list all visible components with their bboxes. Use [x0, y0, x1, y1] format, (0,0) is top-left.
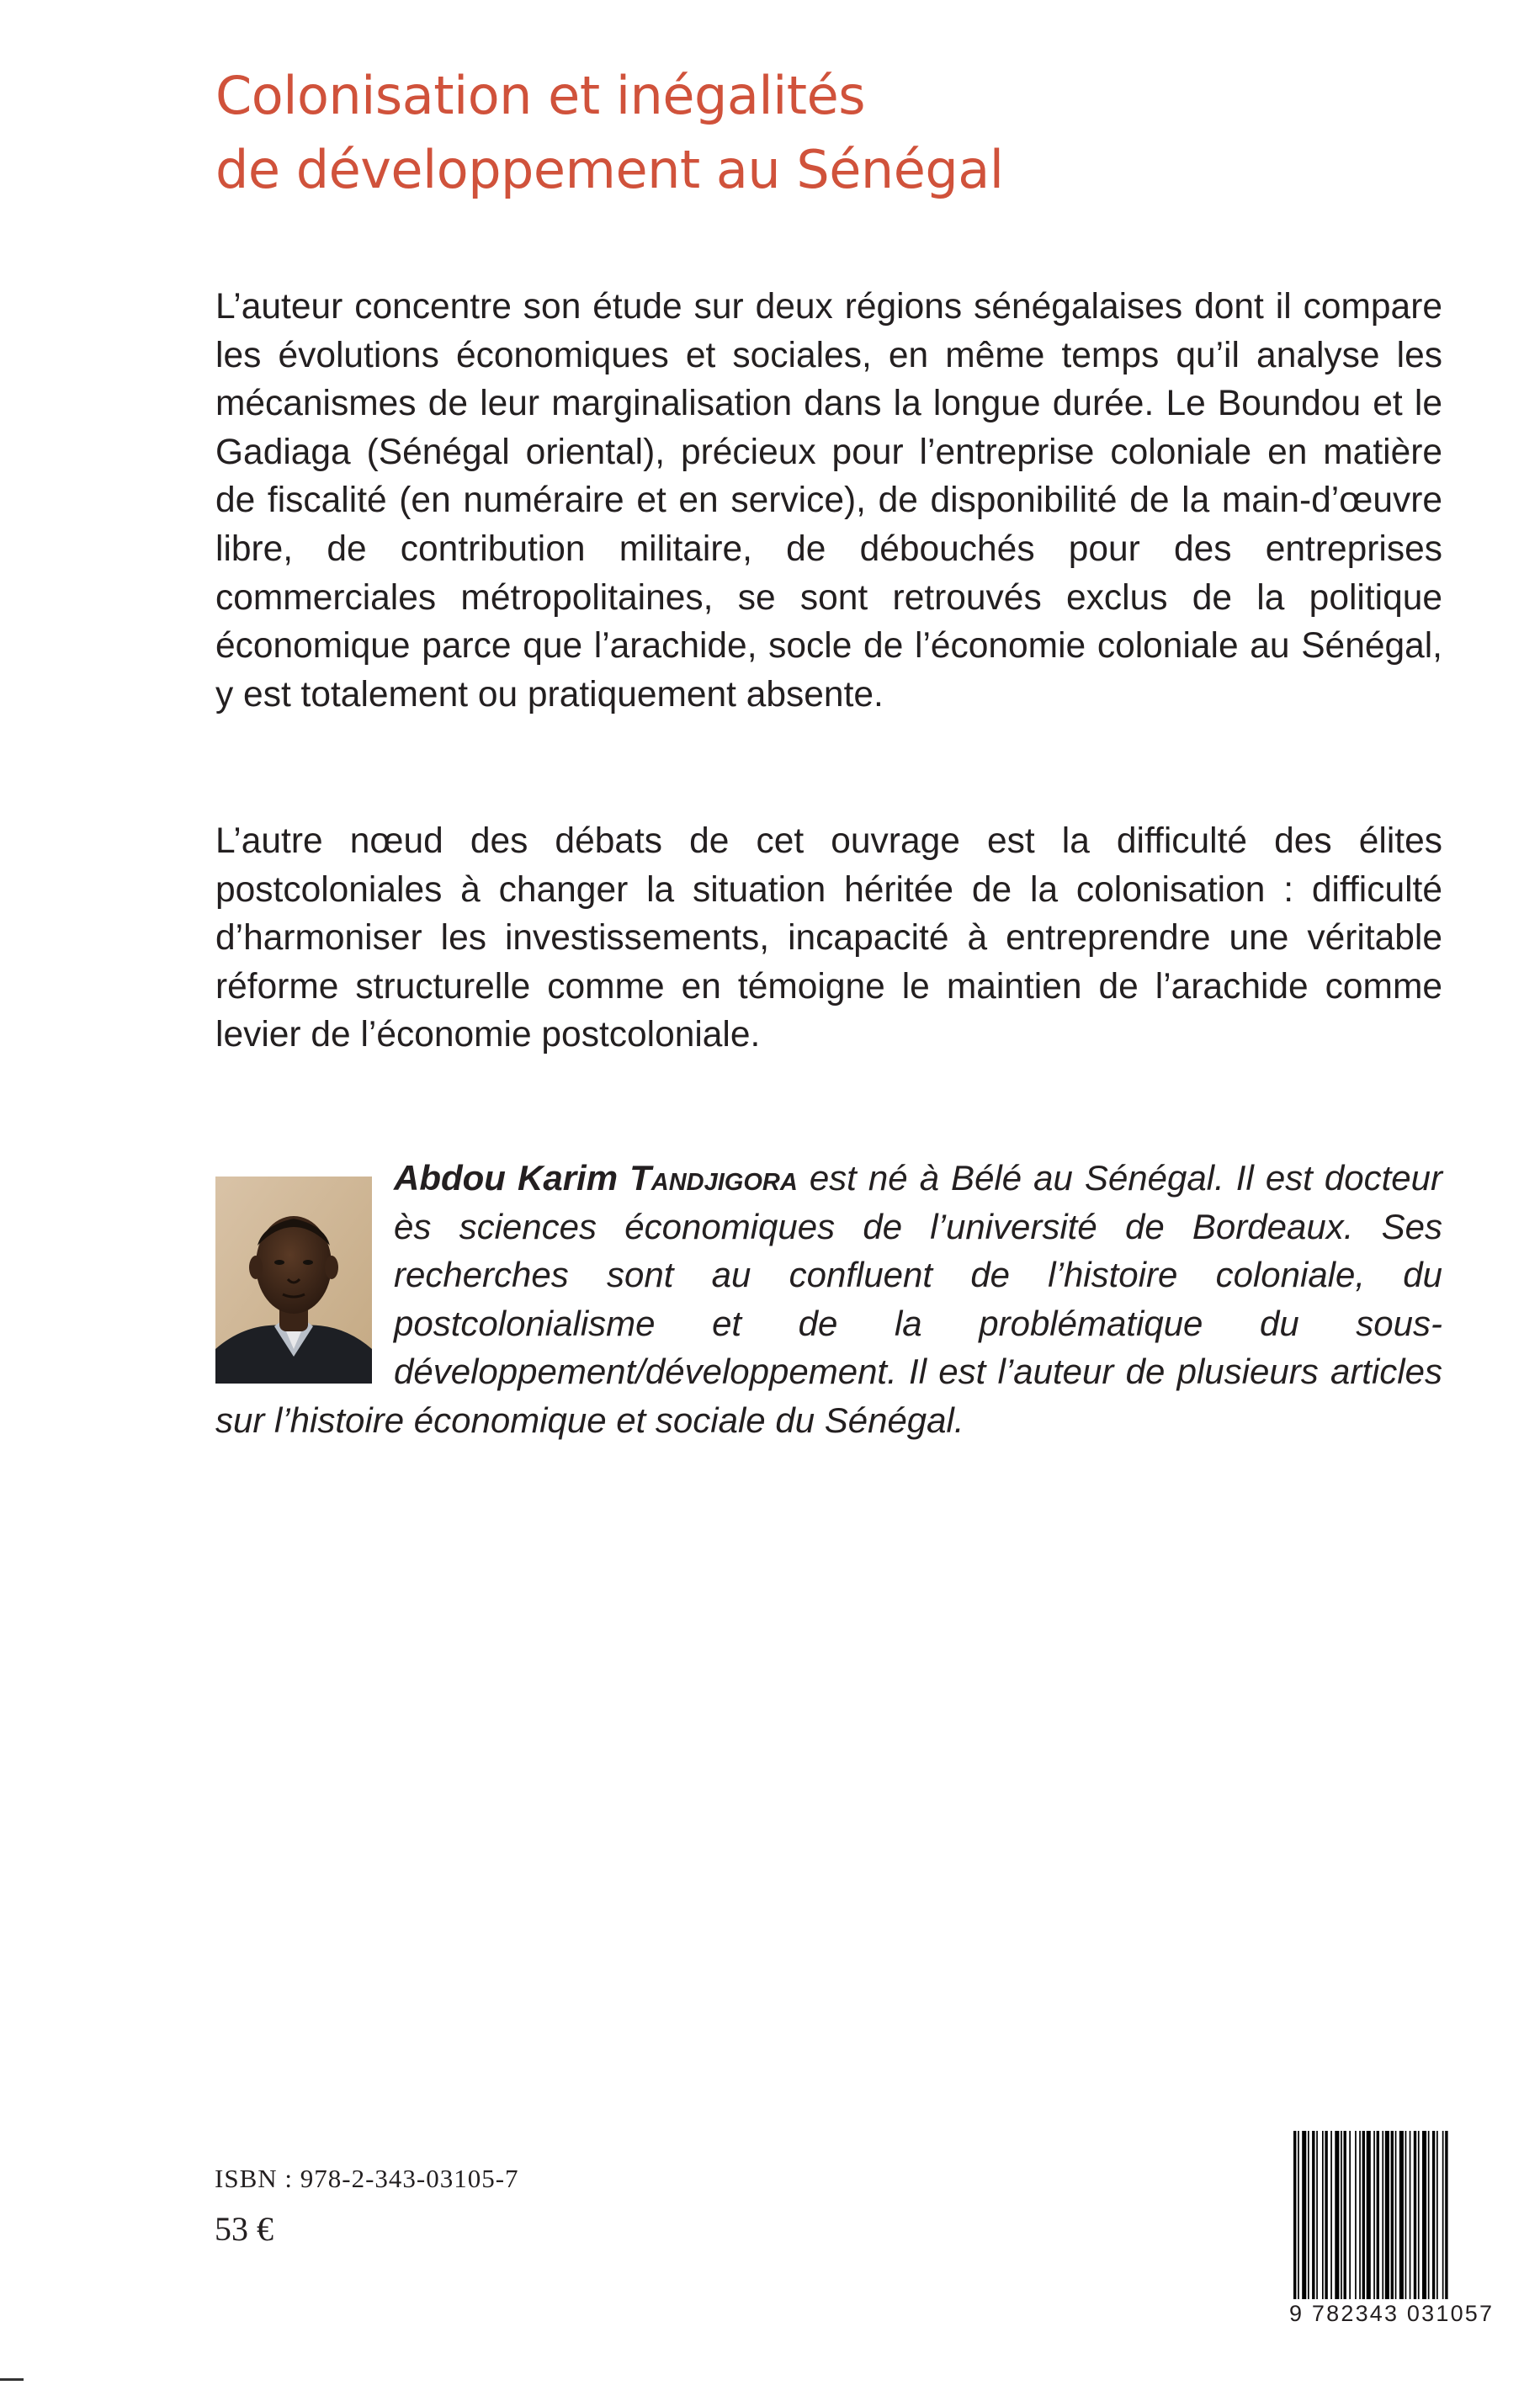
barcode-bar	[1373, 2131, 1375, 2299]
author-bio-text: est né à Bélé au Sénégal. Il est docteur ès sciences économiques de l’université de Bordeaux. Ses recherches sont au confluent de l’histoire coloniale, du postcolonialisme et de la problématique du sous-développement/développement. Il est l’auteur de plusieurs articles sur l’histoire économique et sociale du Sénégal.	[215, 1158, 1442, 1440]
barcode-bar	[1442, 2131, 1444, 2299]
title-line-2: de développement au Sénégal	[215, 139, 1004, 200]
price-label: 53 €	[215, 2210, 273, 2248]
barcode-bar	[1391, 2131, 1394, 2299]
isbn-label: ISBN : 978-2-343-03105-7	[215, 2164, 519, 2193]
barcode-bar	[1316, 2131, 1318, 2299]
barcode-bar	[1308, 2131, 1309, 2299]
barcode-bar	[1330, 2131, 1332, 2299]
book-title	[215, 59, 1436, 207]
barcode-bar	[1405, 2131, 1407, 2299]
barcode-bar	[1385, 2131, 1389, 2299]
barcode-bar	[1322, 2131, 1324, 2299]
barcode-bar	[1302, 2131, 1306, 2299]
author-first-name: Abdou Karim	[394, 1158, 619, 1198]
author-surname: Tandjigora	[629, 1158, 798, 1198]
barcode-bar	[1445, 2131, 1447, 2299]
author-photo	[215, 1177, 372, 1384]
barcode-bar	[1359, 2131, 1361, 2299]
author-biography	[215, 1154, 1442, 1445]
barcode-bar	[1293, 2131, 1296, 2299]
barcode	[1292, 2131, 1452, 2299]
summary-paragraph-2: L’autre nœud des débats de cet ouvrage est la difficulté des élites postcoloniales à changer la situation héritée de la colonisation : difficulté d’harmoniser les investissements, incapacité à entreprendre une véritable réforme structurelle comme en témoigne le maintien de l’arachide comme levier de l’économie postcoloniale.	[215, 821, 1442, 1055]
summary-paragraph-1: L’auteur concentre son étude sur deux régions sénégalaises dont il compare les évolutions économiques et sociales, en même temps qu’il analyse les mécanismes de leur marginalisation dans la longue durée. Le Boundou et le Gadiaga (Sénégal oriental), précieux pour l’entreprise coloniale en matière de fiscalité (en numéraire et en service), de disponibilité de la main-d’œuvre libre, de contribution militaire, de débouchés pour des entreprises commerciales métropolitaines, se sont retrouvés exclus de la politique économique parce que l’arachide, socle de l’économie coloniale au Sénégal, y est totalement ou pratiquement absente.	[215, 287, 1442, 714]
barcode-bar	[1395, 2131, 1397, 2299]
barcode-bar	[1414, 2131, 1416, 2299]
barcode-bar	[1341, 2131, 1342, 2299]
barcode-bar	[1312, 2131, 1314, 2299]
barcode-bar	[1355, 2131, 1357, 2299]
barcode-bar	[1362, 2131, 1365, 2299]
barcode-bar	[1436, 2131, 1438, 2299]
barcode-bar	[1410, 2131, 1411, 2299]
barcode-bar	[1325, 2131, 1327, 2299]
barcode-bar	[1428, 2131, 1430, 2299]
crop-mark	[0, 2378, 24, 2381]
barcode-bar	[1377, 2131, 1379, 2299]
barcode-bar	[1418, 2131, 1420, 2299]
barcode-bar	[1422, 2131, 1426, 2299]
barcode-bar	[1399, 2131, 1404, 2299]
barcode-bar	[1335, 2131, 1339, 2299]
barcode-digits: 9 782343 031057	[1289, 2301, 1495, 2326]
barcode-bar	[1344, 2131, 1346, 2299]
barcode-bar	[1382, 2131, 1383, 2299]
barcode-bar	[1298, 2131, 1299, 2299]
barcode-bar	[1367, 2131, 1371, 2299]
barcode-bar	[1349, 2131, 1351, 2299]
barcode-bar	[1432, 2131, 1435, 2299]
title-line-1: Colonisation et inégalités	[215, 65, 866, 126]
